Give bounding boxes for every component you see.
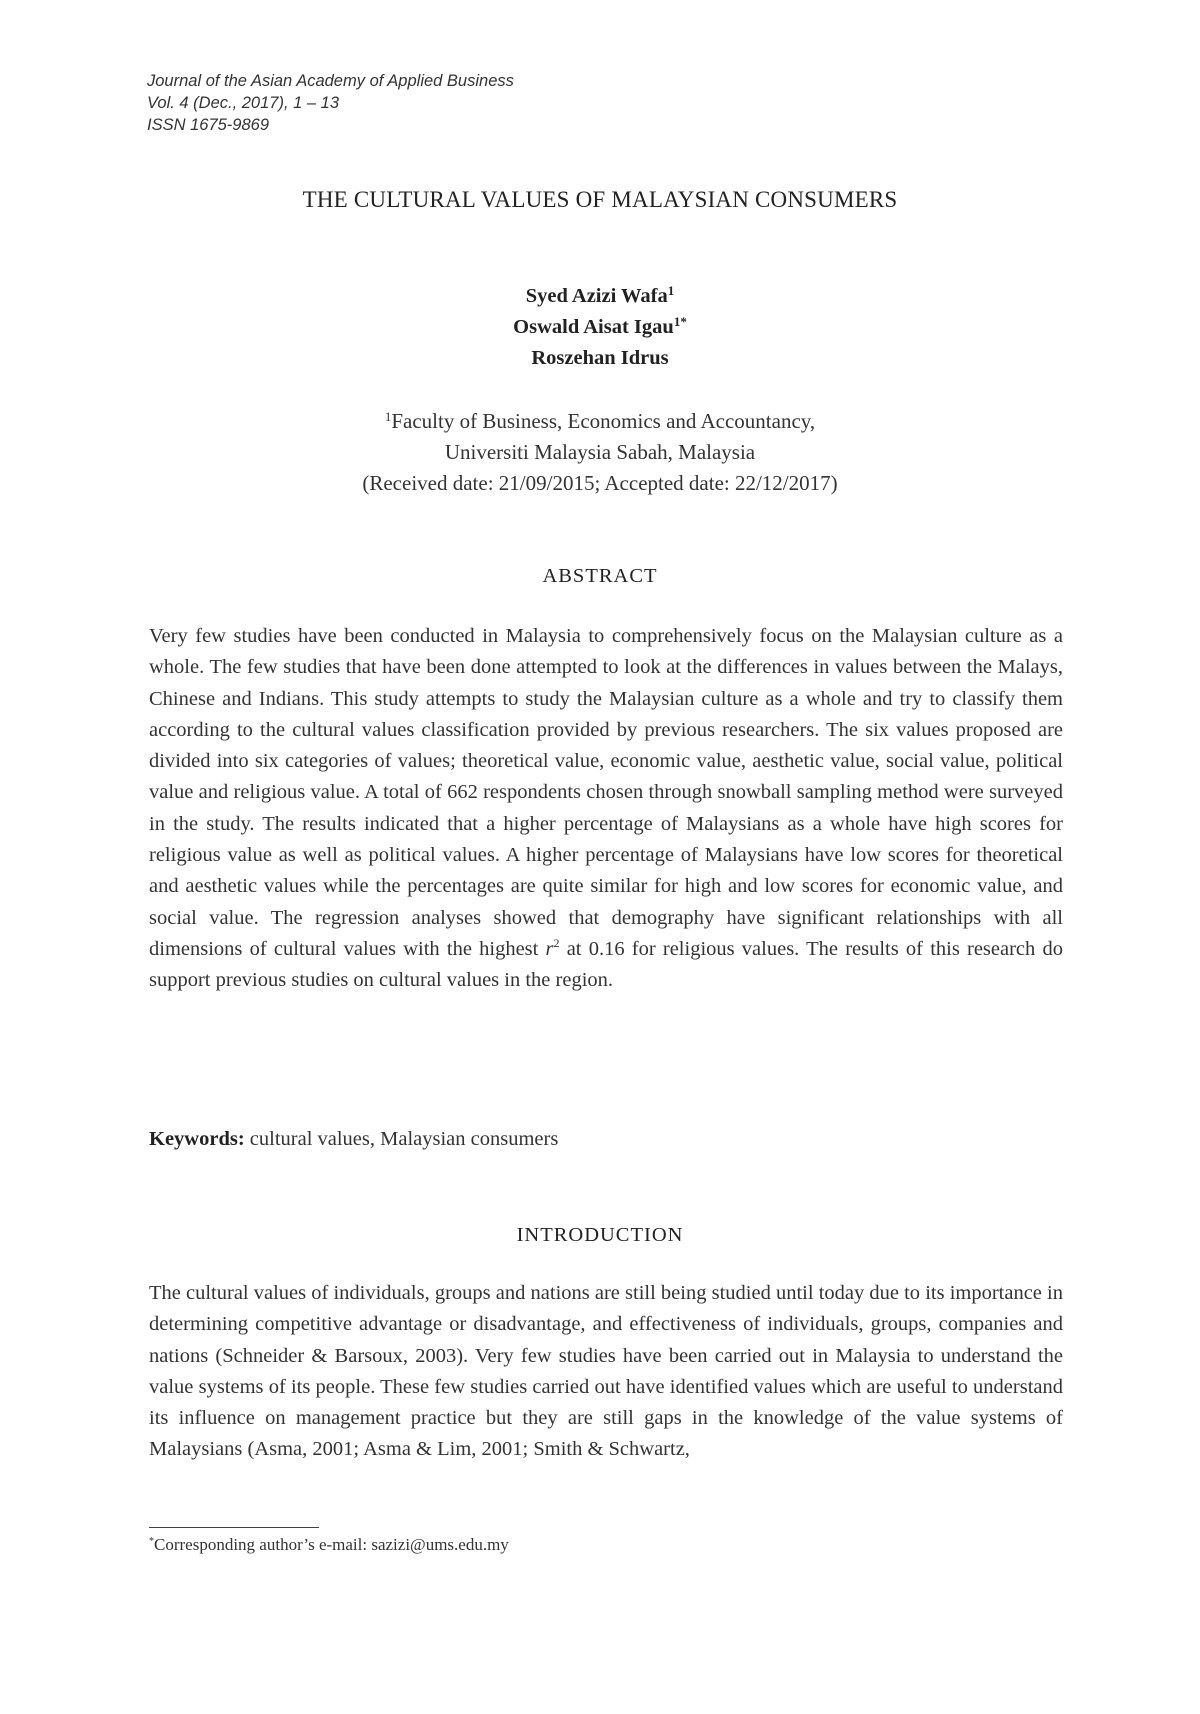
affiliation <box>0 406 1200 499</box>
r-squared-symbol: r <box>545 937 554 960</box>
r-squared-exponent: 2 <box>553 935 560 950</box>
keywords-text: cultural values, Malaysian consumers <box>244 1128 559 1150</box>
author-name: Syed Azizi Wafa <box>525 285 668 307</box>
introduction-heading: INTRODUCTION <box>516 1224 684 1246</box>
abstract-text: Very few studies have been conducted in Malaysia to comprehensively focus on the Malaysian culture as a whole. The few studies that have been done attempted to look at the differences in values between the Malays, Chinese and Indians. This study attempts to study the Malaysian culture as a whole and try to classify them according to the cultural values classification provided by previous researchers. The six values proposed are divided into six categories of values; theoretical value, economic value, aesthetic value, social value, political value and religious value. A total of 662 respondents chosen through snowball sampling method were surveyed in the study. The results indicated that a higher percentage of Malaysians as a whole have high scores for religious value as well as political values. A higher percentage of Malaysians have low scores for theoretical and aesthetic values while the percentages are quite similar for high and low scores for economic value, and social value. The regression analyses showed that demography have significant relationships with all dimensions of cultural values with the highest $r^2$ at 0.16 for religious values. The results of this research do support previous studies on cultural values in the region. <box>149 625 1063 992</box>
journal-volume: Vol. 4 (Dec., 2017), 1 – 13 <box>147 94 339 112</box>
introduction-text: The cultural values of individuals, groups and nations are still being studied until today due to its importance in determining competitive advantage or disadvantage, and effectiveness of individuals, groups, companies and nations (Schneider & Barsoux, 2003). Very few studies have been carried out in Malaysia to understand the value systems of its people. These few studies carried out have identified values which are useful to understand its influence on management practice but they are still gaps in the knowledge of the value systems of Malaysians (Asma, 2001; Asma & Lim, 2001; Smith & Schwartz, <box>149 1282 1063 1461</box>
footnote-mark: * <box>149 1536 154 1547</box>
footnote-text: Corresponding author’s e-mail: sazizi@ums.edu.my <box>154 1535 509 1554</box>
journal-header <box>147 70 514 136</box>
author-name: Oswald Aisat Igau <box>513 316 674 338</box>
journal-issn: ISSN 1675-9869 <box>147 116 270 134</box>
affiliation-mark: 1 <box>384 409 392 424</box>
keywords <box>149 1128 558 1151</box>
author-affiliation-mark: 1* <box>673 314 687 329</box>
author <box>0 343 1200 374</box>
author <box>0 281 1200 312</box>
author-name: Roszehan Idrus <box>531 347 669 369</box>
abstract-heading: ABSTRACT <box>542 565 658 587</box>
received-accepted-dates: (Received date: 21/09/2015; Accepted date: 22/12/2017) <box>362 471 838 495</box>
paper-title: THE CULTURAL VALUES OF MALAYSIAN CONSUMERS <box>302 187 898 212</box>
journal-name: Journal of the Asian Academy of Applied Business <box>147 72 514 90</box>
footnote <box>149 1535 509 1555</box>
footnote-divider <box>149 1527 319 1528</box>
affiliation-line-1: $^1$Faculty of Business, Economics and Accountancy, <box>384 409 816 433</box>
author <box>0 312 1200 343</box>
affiliation-line-2: Universiti Malaysia Sabah, Malaysia <box>444 440 756 464</box>
author-list <box>0 281 1200 374</box>
keywords-label: Keywords: <box>149 1128 245 1150</box>
author-affiliation-mark: 1 <box>667 283 675 298</box>
